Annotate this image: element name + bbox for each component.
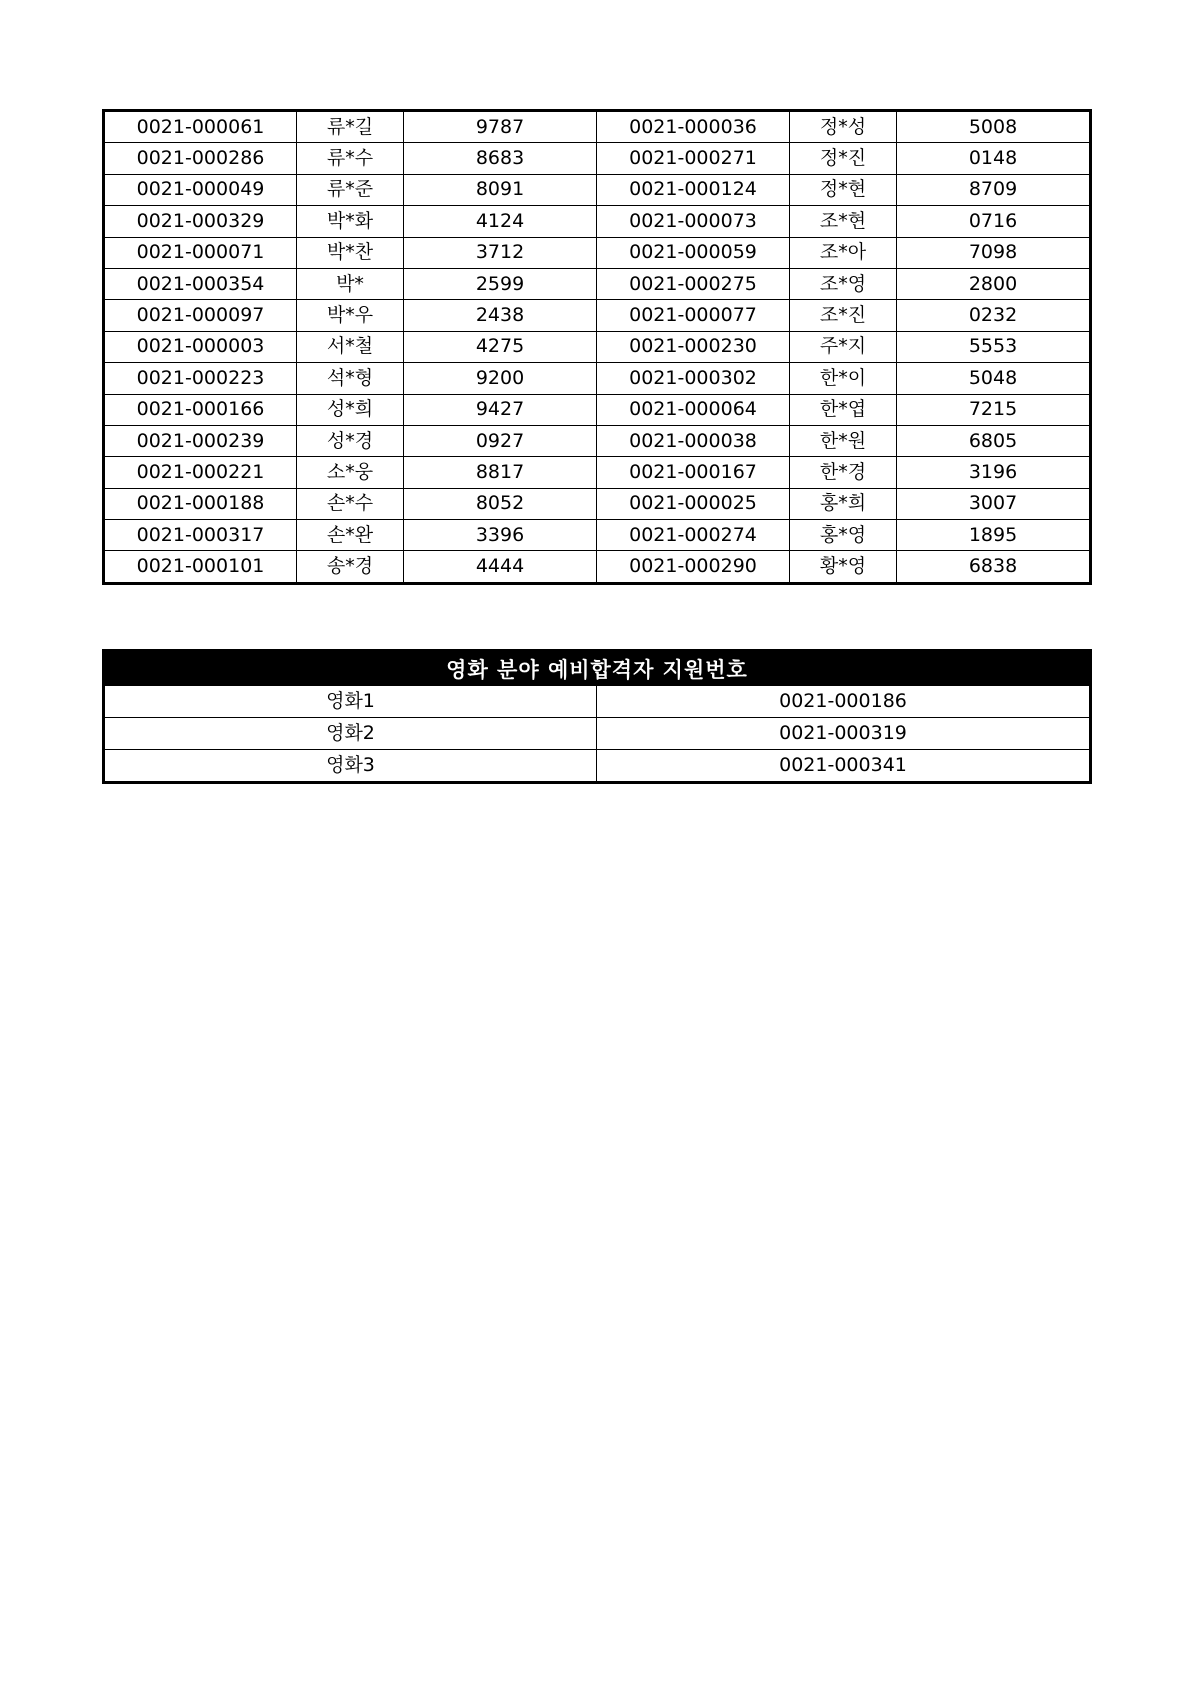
- reserve-id-cell: 0021-000319: [597, 718, 1091, 750]
- applicant-id-cell: 0021-000329: [104, 206, 297, 237]
- applicant-code-cell: 0232: [897, 300, 1091, 331]
- applicant-code-cell: 5553: [897, 331, 1091, 362]
- table-row: [104, 206, 1091, 237]
- applicant-code-cell: 5008: [897, 111, 1091, 143]
- applicant-code-cell: 8683: [404, 143, 597, 174]
- table-row: [104, 268, 1091, 299]
- applicant-name-cell: 한*엽: [790, 394, 897, 425]
- reserve-label-cell: 영화3: [104, 750, 597, 783]
- applicant-id-cell: 0021-000049: [104, 174, 297, 205]
- applicant-name-cell: 한*원: [790, 425, 897, 456]
- applicant-code-cell: 2438: [404, 300, 597, 331]
- applicant-code-cell: 6805: [897, 425, 1091, 456]
- applicant-code-cell: 4275: [404, 331, 597, 362]
- applicant-code-cell: 3196: [897, 457, 1091, 488]
- applicant-name-cell: 주*지: [790, 331, 897, 362]
- applicant-id-cell: 0021-000038: [597, 425, 790, 456]
- table-row: [104, 143, 1091, 174]
- applicant-name-cell: 송*경: [297, 551, 404, 583]
- applicant-name-cell: 조*영: [790, 268, 897, 299]
- table-row: [104, 237, 1091, 268]
- applicant-id-cell: 0021-000025: [597, 488, 790, 519]
- table-row: [104, 363, 1091, 394]
- applicant-id-cell: 0021-000101: [104, 551, 297, 583]
- applicant-name-cell: 정*성: [790, 111, 897, 143]
- applicant-code-cell: 8091: [404, 174, 597, 205]
- applicant-id-cell: 0021-000059: [597, 237, 790, 268]
- applicant-code-cell: 0148: [897, 143, 1091, 174]
- applicant-code-cell: 7215: [897, 394, 1091, 425]
- applicant-code-cell: 0716: [897, 206, 1091, 237]
- reserve-id-cell: 0021-000341: [597, 750, 1091, 783]
- applicant-code-cell: 9427: [404, 394, 597, 425]
- successful-applicants-table: [102, 109, 1092, 585]
- applicant-code-cell: 3396: [404, 520, 597, 551]
- applicant-code-cell: 2800: [897, 268, 1091, 299]
- applicant-name-cell: 조*현: [790, 206, 897, 237]
- applicant-name-cell: 조*아: [790, 237, 897, 268]
- reserve-label-cell: 영화2: [104, 718, 597, 750]
- applicant-name-cell: 한*경: [790, 457, 897, 488]
- applicant-code-cell: 4124: [404, 206, 597, 237]
- reserve-applicants-table: [102, 649, 1092, 784]
- applicant-name-cell: 조*진: [790, 300, 897, 331]
- applicant-code-cell: 8052: [404, 488, 597, 519]
- applicant-id-cell: 0021-000167: [597, 457, 790, 488]
- applicant-id-cell: 0021-000354: [104, 268, 297, 299]
- applicant-name-cell: 박*우: [297, 300, 404, 331]
- applicant-id-cell: 0021-000061: [104, 111, 297, 143]
- applicant-name-cell: 정*진: [790, 143, 897, 174]
- applicant-id-cell: 0021-000286: [104, 143, 297, 174]
- applicants-table-body: [104, 111, 1091, 584]
- applicant-id-cell: 0021-000071: [104, 237, 297, 268]
- table-row: [104, 425, 1091, 456]
- applicant-name-cell: 류*길: [297, 111, 404, 143]
- table-row: [104, 394, 1091, 425]
- applicant-name-cell: 소*웅: [297, 457, 404, 488]
- applicant-id-cell: 0021-000230: [597, 331, 790, 362]
- table-row: [104, 718, 1091, 750]
- applicant-code-cell: 8709: [897, 174, 1091, 205]
- applicant-id-cell: 0021-000274: [597, 520, 790, 551]
- applicant-code-cell: 9787: [404, 111, 597, 143]
- reserve-id-cell: 0021-000186: [597, 686, 1091, 718]
- applicant-code-cell: 2599: [404, 268, 597, 299]
- applicant-name-cell: 손*완: [297, 520, 404, 551]
- applicant-name-cell: 성*경: [297, 425, 404, 456]
- applicant-name-cell: 박*: [297, 268, 404, 299]
- applicant-code-cell: 5048: [897, 363, 1091, 394]
- applicant-id-cell: 0021-000221: [104, 457, 297, 488]
- applicant-name-cell: 류*준: [297, 174, 404, 205]
- applicant-code-cell: 1895: [897, 520, 1091, 551]
- applicant-name-cell: 홍*희: [790, 488, 897, 519]
- table-row: [104, 488, 1091, 519]
- table-row: [104, 520, 1091, 551]
- applicant-name-cell: 한*이: [790, 363, 897, 394]
- applicant-id-cell: 0021-000275: [597, 268, 790, 299]
- table-row: [104, 686, 1091, 718]
- applicant-code-cell: 7098: [897, 237, 1091, 268]
- applicant-id-cell: 0021-000073: [597, 206, 790, 237]
- applicant-code-cell: 8817: [404, 457, 597, 488]
- applicant-id-cell: 0021-000271: [597, 143, 790, 174]
- applicant-id-cell: 0021-000077: [597, 300, 790, 331]
- applicant-name-cell: 석*형: [297, 363, 404, 394]
- table-row: [104, 331, 1091, 362]
- applicant-code-cell: 0927: [404, 425, 597, 456]
- applicant-id-cell: 0021-000223: [104, 363, 297, 394]
- applicant-name-cell: 류*수: [297, 143, 404, 174]
- applicant-id-cell: 0021-000239: [104, 425, 297, 456]
- applicant-id-cell: 0021-000302: [597, 363, 790, 394]
- applicant-name-cell: 정*현: [790, 174, 897, 205]
- table-row: [104, 551, 1091, 583]
- applicant-name-cell: 서*철: [297, 331, 404, 362]
- applicant-id-cell: 0021-000317: [104, 520, 297, 551]
- applicant-code-cell: 3007: [897, 488, 1091, 519]
- applicant-name-cell: 박*찬: [297, 237, 404, 268]
- table-row: [104, 750, 1091, 783]
- applicant-id-cell: 0021-000003: [104, 331, 297, 362]
- reserve-label-cell: 영화1: [104, 686, 597, 718]
- applicant-name-cell: 손*수: [297, 488, 404, 519]
- table-row: [104, 457, 1091, 488]
- applicant-code-cell: 3712: [404, 237, 597, 268]
- applicant-id-cell: 0021-000124: [597, 174, 790, 205]
- applicant-code-cell: 6838: [897, 551, 1091, 583]
- applicant-code-cell: 4444: [404, 551, 597, 583]
- reserve-header-row: [104, 651, 1091, 686]
- applicant-id-cell: 0021-000097: [104, 300, 297, 331]
- applicant-id-cell: 0021-000064: [597, 394, 790, 425]
- reserve-table-body: [104, 686, 1091, 783]
- applicant-name-cell: 성*희: [297, 394, 404, 425]
- table-row: [104, 300, 1091, 331]
- applicant-name-cell: 홍*영: [790, 520, 897, 551]
- table-row: [104, 174, 1091, 205]
- applicant-name-cell: 황*영: [790, 551, 897, 583]
- applicant-id-cell: 0021-000036: [597, 111, 790, 143]
- reserve-table-title: 영화 분야 예비합격자 지원번호: [104, 651, 1091, 686]
- table-row: [104, 111, 1091, 143]
- applicant-name-cell: 박*화: [297, 206, 404, 237]
- applicant-id-cell: 0021-000290: [597, 551, 790, 583]
- applicant-id-cell: 0021-000188: [104, 488, 297, 519]
- applicant-code-cell: 9200: [404, 363, 597, 394]
- applicant-id-cell: 0021-000166: [104, 394, 297, 425]
